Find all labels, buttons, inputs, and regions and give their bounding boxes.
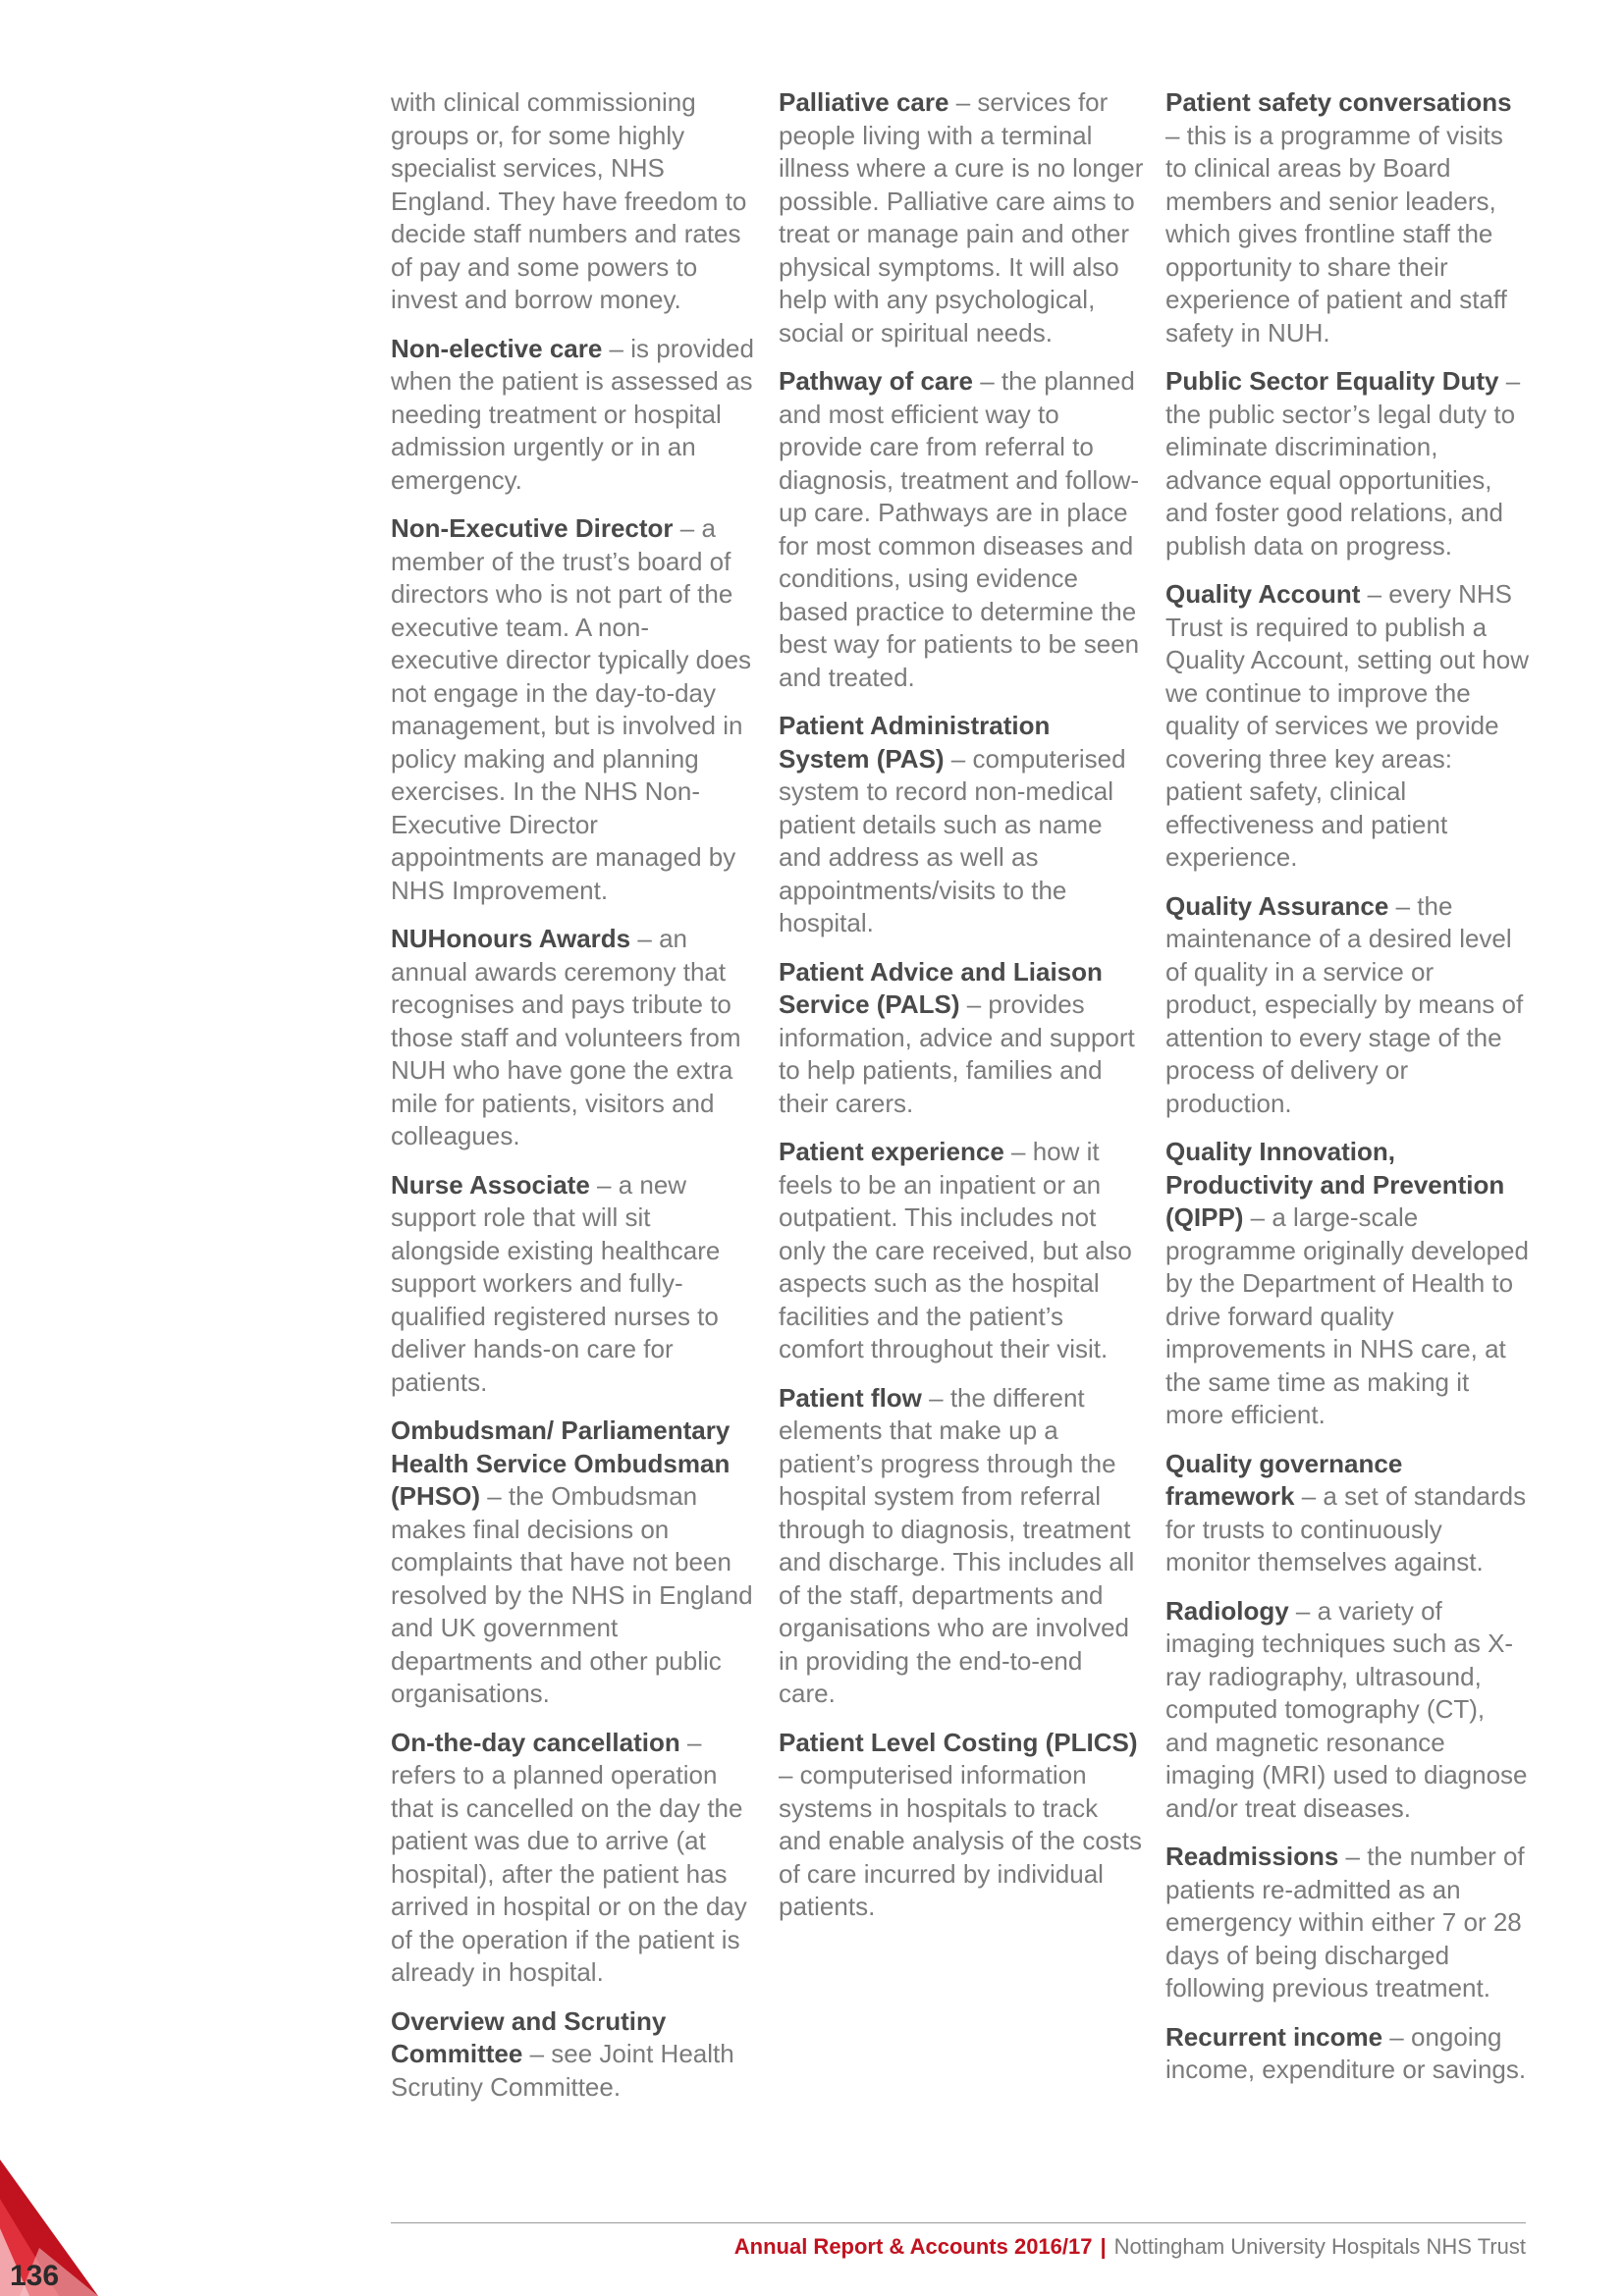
glossary-term: NUHonours Awards [391,924,631,953]
glossary-term: Pathway of care [779,366,973,396]
glossary-entry [779,1382,1144,1711]
glossary-entry [779,956,1144,1121]
continued-definition: with clinical commissioning groups or, for some highly specialist services, NHS England. They have freedom to decide staff numbers and rates of pay and some powers to invest and borrow money. [391,87,747,314]
glossary-term: Nurse Associate [391,1169,590,1200]
glossary-term: Patient Level Costing (PLICS) [779,1727,1138,1757]
glossary-definition: – provides information, advice and support to help patients, families and their carers. [779,989,1135,1118]
glossary-entry [1165,1136,1531,1432]
glossary-definition: – refers to a planned operation that is cancelled on the day the patient was due to arrive (at hospital), after the patient has arrived in hospital or on the day of the operation if the patient is already in hospital. [391,1727,747,1987]
glossary-definition: – a variety of imaging techniques such as X-ray radiography, ultrasound, computed tomography (CT), and magnetic resonance imaging (MRI) used to diagnose and/or treat diseases. [1165,1595,1528,1823]
glossary-term: Patient safety conversations [1165,87,1512,117]
glossary-entry [779,710,1144,940]
glossary-term: Patient flow [779,1382,922,1413]
footer-separator: | [1100,2234,1107,2259]
glossary-column-1 [391,86,756,2119]
glossary-definition: – how it feels to be an inpatient or an outpatient. This includes not only the care received, but also aspects such as the hospital facilities and the patient’s comfort throughout their visit. [779,1137,1132,1363]
glossary-definition: – the planned and most efficient way to provide care from referral to diagnosis, treatment and follow-up care. Pathways are in place for most common diseases and conditions, using evidence based practice to determine the best way for patients to be seen and treated. [779,366,1140,692]
glossary-entry [1165,1595,1531,1826]
glossary-definition: – see Joint Health Scrutiny Committee. [391,2039,734,2102]
glossary-definition: – a set of standards for trusts to continuously monitor themselves against. [1165,1481,1527,1576]
glossary-term: Quality governance framework [1165,1448,1403,1511]
glossary-definition: – the different elements that make up a patient’s progress through the hospital system from referral through to diagnosis, treatment and discharge. This includes all of the staff, departments and organisations who are involved in providing the end-to-end care. [779,1382,1135,1708]
glossary-entry [391,512,756,907]
glossary-definition: – computerised system to record non-medical patient details such as name and address as well as appointments/visits to the hospital. [779,743,1126,937]
glossary-definition: – a large-scale programme originally developed by the Department of Health to drive forward quality improvements in NHS care, at the same time as making it more efficient. [1165,1202,1529,1429]
glossary-definition: – the number of patients re-admitted as an emergency within either 7 or 28 days of being discharged following previous treatment. [1165,1842,1525,2002]
footer-divider [391,2222,1526,2223]
glossary-term: Patient experience [779,1137,1004,1166]
glossary-term: Patient Advice and Liaison Service (PALS) [779,956,1103,1019]
glossary-definition: – the Ombudsman makes final decisions on complaints that have not been resolved by the NHS in England and UK government departments and other public organisations. [391,1481,753,1708]
glossary-term: Recurrent income [1165,2021,1383,2052]
glossary-entry [391,1169,756,1400]
glossary-column-3 [1165,86,1531,2103]
glossary-definition: – the public sector’s legal duty to eliminate discrimination, advance equal opportunities, and foster good relations, and publish data on progress. [1165,366,1521,561]
glossary-term: Radiology [1165,1595,1289,1626]
glossary-definition: – ongoing income, expenditure or savings. [1165,2021,1527,2084]
glossary-entry [1165,1448,1531,1579]
glossary-term: Patient Administration System (PAS) [779,711,1051,774]
page-footer [734,2233,1526,2261]
glossary-entry [1165,365,1531,562]
glossary-entry [779,86,1144,349]
glossary-term: Quality Assurance [1165,890,1389,921]
organisation-name: Nottingham University Hospitals NHS Trust [1113,2234,1526,2259]
glossary-term: Non-elective care [391,333,603,363]
glossary-column-2 [779,86,1144,1940]
glossary-entry [779,1727,1144,1924]
glossary-definition: – is provided when the patient is assessed as needing treatment or hospital admission urgently or in an emergency. [391,333,754,495]
glossary-entry [391,1415,756,1711]
glossary-term: Quality Innovation, Productivity and Prevention (QIPP) [1165,1137,1505,1232]
glossary-entry [1165,578,1531,875]
glossary-term: On-the-day cancellation [391,1727,680,1757]
glossary-definition: – this is a programme of visits to clinical areas by Board members and senior leaders, which gives frontline staff the opportunity to share their experience of patient and staff safety in NUH. [1165,120,1507,347]
glossary-term: Quality Account [1165,579,1361,609]
glossary-entry [391,1727,756,1990]
glossary-definition: – an annual awards ceremony that recognises and pays tribute to those staff and volunteers from NUH who have gone the extra mile for patients, visitors and colleagues. [391,924,741,1150]
glossary-definition: – services for people living with a terminal illness where a cure is no longer possible. Palliative care aims to treat or manage pain and other physical symptoms. It will also help with any psychological, social or spiritual needs. [779,87,1144,347]
glossary-entry [1165,1841,1531,2005]
glossary-entry [391,2005,756,2105]
glossary-definition: – a member of the trust’s board of directors who is not part of the executive team. A non-executive director typically does not engage in the day-to-day management, but is involved in policy making and planning exercises. In the NHS Non-Executive Director appointments are managed by NHS Improvement. [391,513,752,905]
glossary-term: Public Sector Equality Duty [1165,366,1499,396]
glossary-term: Ombudsman/ Parliamentary Health Service Ombudsman (PHSO) [391,1415,731,1511]
glossary-entry [779,365,1144,694]
glossary-definition: – every NHS Trust is required to publish a Quality Account, setting out how we continue to improve the quality of services we provide covering three key areas: patient safety, clinical effectiveness and patient experience. [1165,579,1529,872]
glossary-definition: – computerised information systems in hospitals to track and enable analysis of the costs of care incurred by individual patients. [779,1760,1143,1921]
page-number: 136 [10,2260,60,2292]
report-title: Annual Report & Accounts 2016/17 [733,2234,1093,2259]
glossary-entry [1165,2021,1531,2087]
glossary-term: Readmissions [1165,1842,1339,1871]
glossary-definition: – a new support role that will sit alongside existing healthcare support workers and fully-qualified registered nurses to deliver hands-on care for patients. [391,1169,721,1397]
glossary-entry [391,923,756,1153]
glossary-entry [1165,86,1531,349]
glossary-entry [391,333,756,498]
glossary-term: Overview and Scrutiny Committee [391,2005,667,2068]
glossary-term: Non-Executive Director [391,513,674,543]
glossary-term: Palliative care [779,87,949,117]
glossary-entry [779,1136,1144,1366]
glossary-entry [1165,890,1531,1121]
glossary-definition: – the maintenance of a desired level of quality in a service or product, especially by means of attention to every stage of the process of delivery or production. [1165,890,1524,1118]
